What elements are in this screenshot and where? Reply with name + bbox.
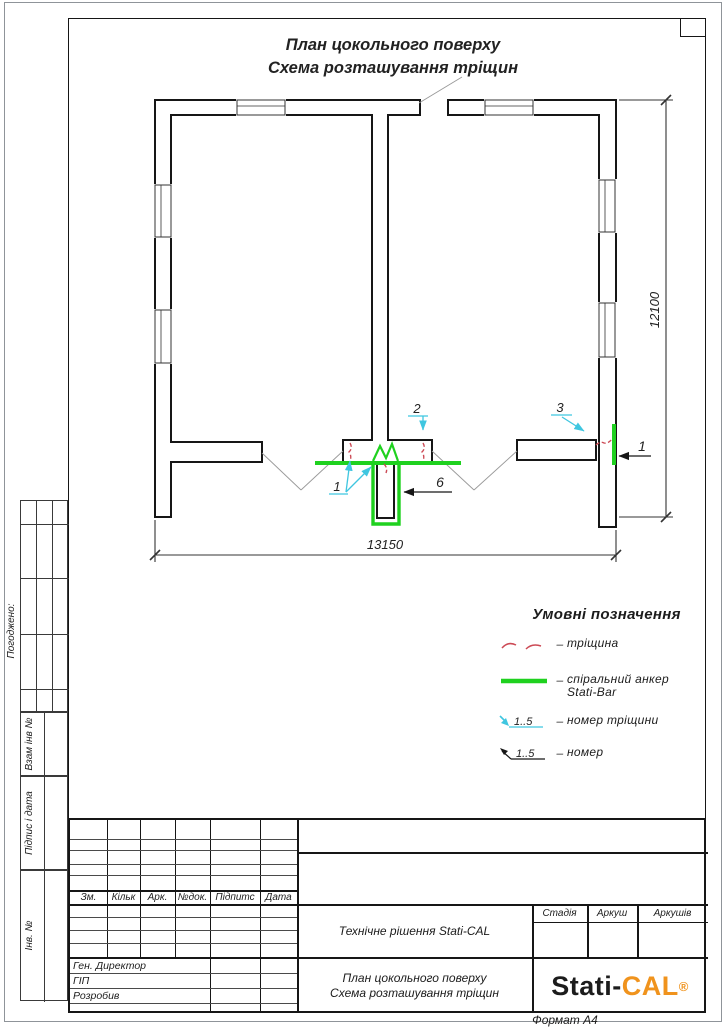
- legend-label: номер: [567, 745, 604, 759]
- col-doc: №док.: [177, 891, 208, 903]
- number-range: 1..5: [516, 748, 535, 760]
- window-top-right: [484, 98, 534, 117]
- sheet-header: Аркуш: [596, 907, 628, 919]
- crack-symbol: [497, 636, 553, 654]
- window-top-left: [236, 98, 286, 117]
- sheets-header: Аркушів: [653, 907, 692, 919]
- stamp-vzam-label: Взам інв №: [24, 717, 35, 771]
- title-block: [68, 818, 706, 1013]
- break-lines: [262, 77, 517, 490]
- col-zm: Зм.: [80, 891, 97, 903]
- legend-item-number: [497, 745, 712, 765]
- sidebar-grid: [20, 500, 68, 712]
- legend-item-anchor: [497, 672, 712, 699]
- sheet-title-line2: Схема розташування тріщин: [267, 59, 519, 77]
- detail-label-6: 6: [436, 474, 444, 490]
- drawing-name-line1: План цокольного поверху: [342, 971, 487, 985]
- crack-label-2: 2: [413, 401, 421, 416]
- crack-number-range: 1..5: [514, 716, 533, 728]
- legend-label: номер тріщини: [567, 713, 659, 727]
- doc-title: Технічне рішення Stati-CAL: [338, 923, 491, 938]
- wall-right-section: [448, 100, 616, 527]
- stati-cal-logo: [532, 957, 708, 1015]
- col-kilk: Кільк: [111, 891, 136, 903]
- wall-left-section: [155, 100, 432, 518]
- crack-label-1: 1: [333, 479, 341, 494]
- legend-item-crack-number: [497, 713, 712, 733]
- approved-label: Погоджено:: [6, 603, 17, 659]
- legend-heading: Умовні позначення: [532, 606, 681, 623]
- anchor-symbol: [497, 672, 553, 690]
- col-pidpys: Підпитс: [215, 891, 255, 903]
- legend-label-line2: Stati-Bar: [567, 685, 617, 699]
- window-right-2: [597, 302, 617, 358]
- format-label: Формат А4: [532, 1013, 598, 1027]
- number-symbol: [497, 745, 553, 765]
- legend: [497, 606, 712, 765]
- wall-right-branch: [517, 440, 596, 460]
- sheet-title: [268, 36, 518, 77]
- sheet-title-line1: План цокольного поверху: [285, 36, 501, 54]
- drawing-name-line2: Схема розташування тріщин: [330, 986, 499, 1000]
- legend-label-line1: спіральний анкер: [567, 672, 669, 686]
- stage-header: Стадія: [542, 907, 577, 919]
- detail-label-1: 1: [638, 438, 646, 454]
- dim-vertical-value: 12100: [647, 291, 662, 329]
- window-right-1: [597, 179, 617, 233]
- legend-dash: –: [556, 746, 564, 760]
- legend-dash: –: [556, 714, 564, 728]
- legend-item-crack: [497, 636, 712, 654]
- legend-label: [567, 673, 669, 699]
- col-ark: Арк.: [147, 891, 168, 903]
- role-director: Ген. Директор: [73, 959, 146, 972]
- logo-black-part: Stati-: [551, 970, 622, 1001]
- dim-horizontal-value: 13150: [366, 537, 404, 552]
- role-rozrobyv: Розробив: [73, 989, 120, 1002]
- crack-number-symbol: [497, 713, 553, 733]
- legend-dash: –: [556, 673, 564, 687]
- logo-registered-mark: ®: [678, 978, 689, 994]
- role-gip: ГІП: [73, 974, 90, 987]
- logo-orange-part: CAL: [621, 970, 679, 1001]
- drawing-name: [297, 957, 532, 1015]
- col-data: Дата: [265, 891, 292, 903]
- window-left-1: [153, 184, 173, 238]
- legend-label: тріщина: [567, 636, 619, 650]
- crack-label-3: 3: [556, 400, 564, 415]
- stamp-inv-label: Інв. №: [24, 920, 35, 951]
- legend-dash: –: [556, 637, 564, 651]
- stamp-pidpys-label: Підпис і дата: [24, 791, 35, 855]
- window-left-2: [153, 309, 173, 364]
